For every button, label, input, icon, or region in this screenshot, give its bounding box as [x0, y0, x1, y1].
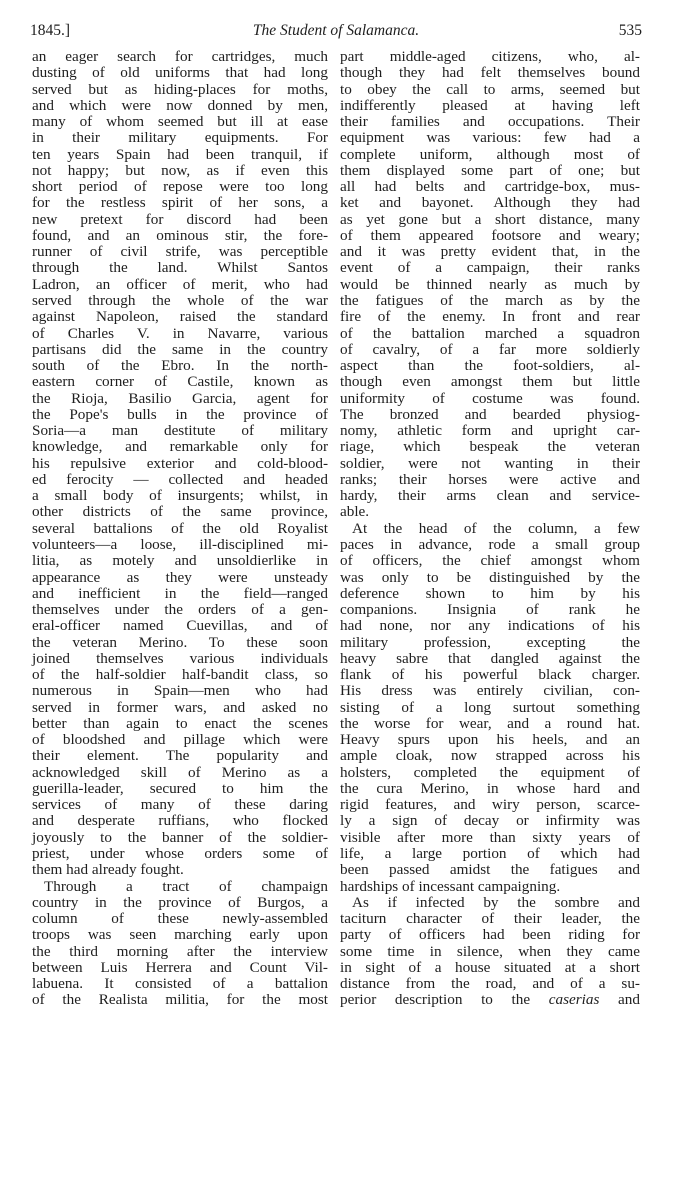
text-line: indifferently pleased at having left: [340, 96, 640, 114]
text-line: short period of repose were too long: [32, 178, 328, 196]
text-line: The bronzed and bearded physiog-: [340, 405, 640, 423]
text-line: event of a campaign, their ranks: [340, 259, 640, 277]
paragraph: [340, 49, 640, 521]
text-line: south of the Ebro. In the north-: [32, 357, 328, 375]
text-line: would be thinned nearly as much by: [340, 275, 640, 293]
text-line: their families and occupations. Their: [340, 113, 640, 131]
text-line: ten years Spain had been tranquil, if: [32, 145, 328, 163]
text-line: visible after more than sixty years of: [340, 828, 640, 846]
text-line: appearance as they were unsteady: [32, 568, 328, 586]
text-line: the veteran Merino. To these soon: [32, 633, 328, 651]
text-line: ample cloak, now strapped across his: [340, 747, 640, 765]
text-line: part middle-aged citizens, who, al-: [340, 48, 640, 65]
text-line: served in former wars, and asked no: [32, 698, 328, 716]
text-line: his repulsive exterior and cold-blood-: [32, 454, 328, 472]
text-line: As if infected by the sombre and: [352, 893, 640, 911]
text-line: At the head of the column, a few: [352, 519, 640, 537]
text-column-left: [32, 49, 328, 1009]
text-line: heavy sabre that dangled against the: [340, 649, 640, 667]
text-line: dusting of old uniforms that had long: [32, 64, 328, 82]
text-line: hardships of incessant campaigning.: [340, 877, 561, 895]
text-line: acknowledged skill of Merino as a: [32, 763, 328, 781]
text-line: some time in silence, when they came: [340, 942, 640, 960]
text-line: all had belts and cartridge-box, mus-: [340, 178, 640, 196]
header-title: The Student of Salamanca.: [252, 22, 420, 39]
text-line: an eager search for cartridges, much: [32, 48, 328, 65]
text-line: joined themselves various individuals: [32, 649, 328, 667]
text-line: them had already fought.: [32, 861, 184, 879]
text-line: in sight of a house situated at a short: [340, 958, 640, 976]
text-line: [340, 992, 640, 1008]
text-line: nomy, athletic form and upright car-: [340, 422, 640, 440]
text-line: the Pope's bulls in the province of: [32, 405, 328, 423]
italic-word: caserias: [548, 991, 600, 1009]
text-line: able.: [340, 503, 370, 521]
text-line: rigid features, and wiry person, scarce-: [340, 796, 640, 814]
text-line: the fatigues of the march as by the: [340, 291, 640, 309]
text-line: guerilla-leader, secured to him the: [32, 779, 328, 797]
text-line: fire of the enemy. In front and rear: [340, 308, 640, 326]
text-line: and which were now donned by men,: [32, 96, 328, 114]
text-line: the worse for wear, and a round hat.: [340, 714, 640, 732]
text-line: and it was pretty evident that, in the: [340, 243, 640, 261]
text-line: joyously to the banner of the soldier-: [32, 828, 328, 846]
text-line: to obey the call to arms, seemed but: [340, 80, 640, 98]
text-line: paces in advance, rode a small group: [340, 535, 640, 553]
text-line: flank of his powerful black charger.: [340, 666, 640, 684]
text-line: knowledge, and remarkable only for: [32, 438, 328, 456]
text-line: runner of civil strife, was perceptible: [32, 243, 328, 261]
text-line: life, a large portion of which had: [340, 845, 640, 863]
text-line: riage, which bespeak the veteran: [340, 438, 640, 456]
page-number: 535: [618, 22, 642, 39]
text-line: numerous in Spain—men who had: [32, 682, 328, 700]
text-line: uniformity of costume was found.: [340, 389, 640, 407]
text-line: Ladron, an officer of merit, who had: [32, 275, 328, 293]
text-line: served but as hiding-places for moths,: [32, 80, 328, 98]
text-line: taciturn character of their leader, the: [340, 910, 640, 928]
header-year: 1845.]: [30, 22, 71, 39]
paragraph: [340, 895, 640, 1009]
text-line: ranks; their horses were active and: [340, 470, 640, 488]
text-line: of cavalry, of a far more soldierly: [340, 340, 640, 358]
text-line: found, and an ominous stir, the fore-: [32, 226, 328, 244]
text-line: soldier, were not wanting in their: [340, 454, 640, 472]
text-line: between Luis Herrera and Count Vil-: [32, 958, 328, 976]
text-line: partisans did the same in the country: [32, 340, 328, 358]
paragraph: [32, 879, 328, 1009]
text-line: holsters, completed the equipment of: [340, 763, 640, 781]
text-line: through the land. Whilst Santos: [32, 259, 328, 277]
text-line: themselves under the orders of a gen-: [32, 601, 328, 619]
text-line: though even amongst them but little: [340, 373, 640, 391]
text-line: of officers, the chief amongst whom: [340, 552, 640, 570]
text-line: their element. The popularity and: [32, 747, 328, 765]
text-line: been passed amidst the fatigues and: [340, 861, 640, 879]
text-line: country in the province of Burgos, a: [32, 893, 328, 911]
text-line: many of whom seemed but ill at ease: [32, 113, 328, 131]
text-line: eral-officer named Cuevillas, and of: [32, 617, 328, 635]
text-line: and inefficient in the field—ranged: [32, 584, 328, 602]
paragraph: [32, 49, 328, 879]
text-line: of the Realista militia, for the most: [32, 991, 328, 1009]
text-line: ket and bayonet. Although they had: [340, 194, 640, 212]
text-line: Soria—a man destitute of military: [32, 422, 328, 440]
text-column-right: [340, 49, 640, 1009]
text-line: deference shown to him by his: [340, 584, 640, 602]
text-line: services of many of these daring: [32, 796, 328, 814]
paragraph: [340, 521, 640, 895]
text-line: ly a sign of decay or infirmity was: [340, 812, 640, 830]
text-line: party of officers had been riding for: [340, 926, 640, 944]
text-line: equipment was various: few had a: [340, 129, 640, 147]
text-line: the Rioja, Basilio Garcia, agent for: [32, 389, 328, 407]
text-line: and desperate ruffians, who flocked: [32, 812, 328, 830]
text-line: of bloodshed and pillage which were: [32, 731, 328, 749]
text-line: served through the whole of the war: [32, 291, 328, 309]
text-line: was only to be distinguished by the: [340, 568, 640, 586]
text-line: had none, nor any indications of his: [340, 617, 640, 635]
text-line: a small body of insurgents; whilst, in: [32, 487, 328, 505]
text-line: labuena. It consisted of a battalion: [32, 975, 328, 993]
text-line: them displayed some part of one; but: [340, 161, 640, 179]
text-line: the cura Merino, in whose hard and: [340, 779, 640, 797]
text-line: of the half-soldier half-bandit class, so: [32, 666, 328, 684]
text-line: column of these newly-assembled: [32, 910, 328, 928]
text-line: in their military equipments. For: [32, 129, 328, 147]
text-line: His dress was entirely civilian, con-: [340, 682, 640, 700]
text-line: against Napoleon, raised the standard: [32, 308, 328, 326]
text-line: troops was seen marching early upon: [32, 926, 328, 944]
text-line: litia, as motely and unsoldierlike in: [32, 552, 328, 570]
text-segment: perior description to the: [340, 991, 549, 1009]
text-line: Heavy spurs upon his heels, and an: [340, 731, 640, 749]
text-line: complete uniform, although most of: [340, 145, 640, 163]
text-line: several battalions of the old Royalist: [32, 519, 328, 537]
text-line: companions. Insignia of rank he: [340, 601, 640, 619]
text-line: volunteers—a loose, ill-disciplined mi-: [32, 535, 328, 553]
text-line: of them appeared footsore and weary;: [340, 226, 640, 244]
text-line: priest, under whose orders some of: [32, 845, 328, 863]
text-line: military profession, excepting the: [340, 633, 640, 651]
text-line: of Charles V. in Navarre, various: [32, 324, 328, 342]
text-line: other districts of the same province,: [32, 503, 328, 521]
running-header: [30, 22, 642, 42]
text-line: new pretext for discord had been: [32, 210, 328, 228]
text-line: eastern corner of Castile, known as: [32, 373, 328, 391]
text-line: for the restless spirit of her sons, a: [32, 194, 328, 212]
text-line: Through a tract of champaign: [44, 877, 328, 895]
text-line: hardy, their arms clean and service-: [340, 487, 640, 505]
text-line: sisting of a long surtout something: [340, 698, 640, 716]
text-segment: and: [599, 991, 640, 1009]
text-line: better than again to enact the scenes: [32, 714, 328, 732]
text-line: of the battalion marched a squadron: [340, 324, 640, 342]
text-line: though they had felt themselves bound: [340, 64, 640, 82]
text-line: aspect than the foot-soldiers, al-: [340, 357, 640, 375]
text-line: as yet gone but a short distance, many: [340, 210, 640, 228]
text-line: not happy; but now, as if even this: [32, 161, 328, 179]
text-line: ed ferocity — collected and headed: [32, 470, 328, 488]
text-line: distance from the road, and of a su-: [340, 975, 640, 993]
text-line: the third morning after the interview: [32, 942, 328, 960]
